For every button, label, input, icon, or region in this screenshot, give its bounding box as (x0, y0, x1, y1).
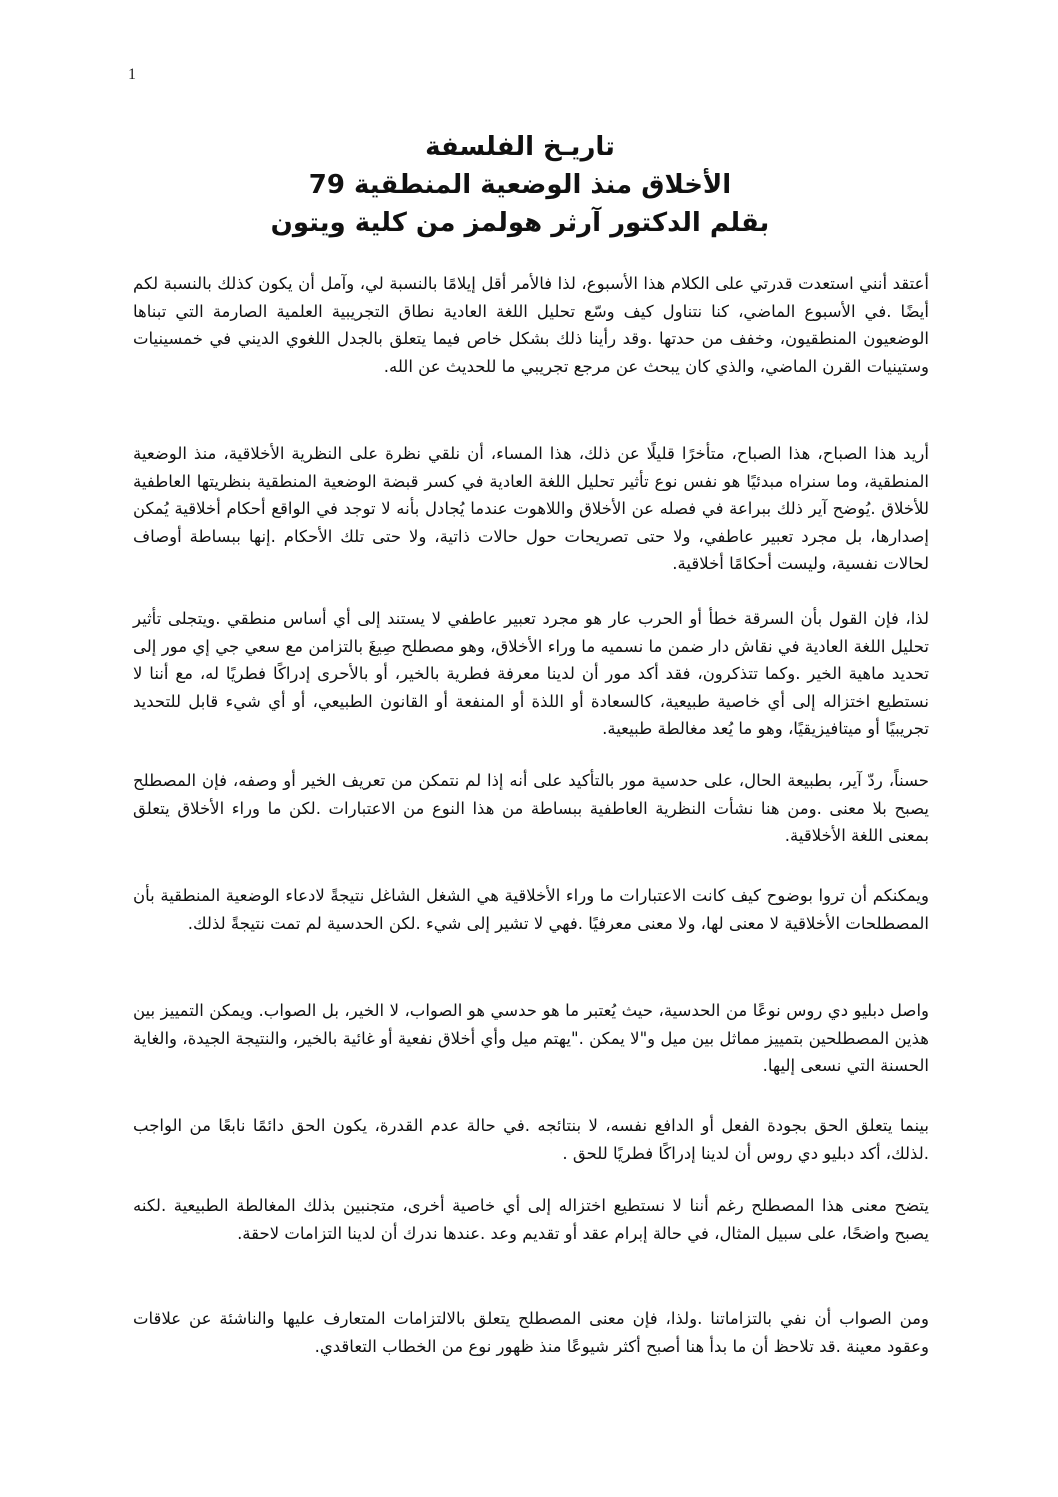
paragraph-9: ومن الصواب أن نفي بالتزاماتنا .ولذا، فإن معنى المصطلح يتعلق بالالتزامات المتعارف عليها والناشئة عن علاقات وعقود معينة .قد تلاحظ أن ما بدأ هنا أصبح أكثر شيوعًا منذ ظهور نوع من الخطاب التعاقدي. (133, 1309, 929, 1356)
title-line-3: بقلم الدكتور آرثر هولمز من كلية ويتون (270, 208, 770, 238)
paragraph-2: أريد هذا الصباح، هذا الصباح، متأخرًا قليلًا عن ذلك، هذا المساء، أن نلقي نظرة على النظرية الأخلاقية، منذ الوضعية المنطقية، وما سنراه مبدئيًا هو نفس نوع تأثير تحليل اللغة العادية في كسر قبضة الوضعية المنطقية بنظريتها العاطفية للأخلاق .يُوضح آير ذلك ببراعة في فصله عن الأخلاق واللاهوت عندما يُجادل بأنه لا توجد في الواقع أحكام أخلاقية يُمكن إصدارها، بل مجرد تعبير عاطفي، ولا حتى تصريحات حول حالات ذاتية، ولا حتى تلك الأحكام .إنها ببساطة أوصاف لحالات نفسية، وليست أحكامًا أخلاقية. (133, 444, 929, 573)
paragraph-3: لذا، فإن القول بأن السرقة خطأ أو الحرب عار هو مجرد تعبير عاطفي لا يستند إلى أي أساس منطقي .ويتجلى تأثير تحليل اللغة العادية في نقاش دار ضمن ما نسميه ما وراء الأخلاق، وهو مصطلح صِيغَ بالتزامن مع سعي جي إي مور إلى تحديد ماهية الخير .وكما تتذكرون، فقد أكد مور أن لدينا معرفة فطرية بالخير، أو بالأحرى إدراكًا فطريًا له، مع أننا لا نستطيع اختزاله إلى أي خاصية طبيعية، كالسعادة أو اللذة أو المنفعة أو القانون الطبيعي، أو أي شيء قابل للتحديد تجريبيًا أو ميتافيزيقيًا، وهو ما يُعد مغالطة طبيعية. (133, 609, 929, 738)
paragraph-4: حسناً، ردّ آير، بطبيعة الحال، على حدسية مور بالتأكيد على أنه إذا لم نتمكن من تعريف الخير أو وصفه، فإن المصطلح يصبح بلا معنى .ومن هنا نشأت النظرية العاطفية ببساطة من هذا النوع من الاعتبارات .لكن ما وراء الأخلاق يتعلق بمعنى اللغة الأخلاقية. (133, 771, 929, 845)
title-line-1: تاريـخ الفلسفة (425, 132, 615, 162)
paragraph-5: ويمكنكم أن تروا بوضوح كيف كانت الاعتبارات ما وراء الأخلاقية هي الشغل الشاغل نتيجةً لادعاء الوضعية المنطقية بأن المصطلحات الأخلاقية لا معنى لها، ولا معنى معرفيًا .فهي لا تشير إلى شيء .لكن الحدسية لم تمت نتيجةً لذلك. (133, 886, 929, 933)
document-title (0, 128, 1058, 242)
paragraph-8: يتضح معنى هذا المصطلح رغم أننا لا نستطيع اختزاله إلى أي خاصية أخرى، متجنبين بذلك المغالطة الطبيعية .لكنه يصبح واضحًا، على سبيل المثال، في حالة إبرام عقد أو تقديم وعد .عندها ندرك أن لدينا التزامات لاحقة. (133, 1196, 929, 1243)
paragraph-6: واصل دبليو دي روس نوعًا من الحدسية، حيث يُعتبر ما هو حدسي هو الصواب، لا الخير، بل الصواب. ويمكن التمييز بين هذين المصطلحين بتمييز مماثل بين ميل و"لا يمكن ."يهتم ميل وأي أخلاق نفعية أو غائية بالخير، والنتيجة الجيدة، والغاية الحسنة التي نسعى إليها. (133, 1001, 929, 1075)
title-line-2: الأخلاق منذ الوضعية المنطقية 79 (308, 170, 732, 200)
paragraph-7: بينما يتعلق الحق بجودة الفعل أو الدافع نفسه، لا بنتائجه .في حالة عدم القدرة، يكون الحق دائمًا نابعًا من الواجب .لذلك، أكد دبليو دي روس أن لدينا إدراكًا فطريًا للحق . (133, 1116, 929, 1163)
paragraph-1: أعتقد أنني استعدت قدرتي على الكلام هذا الأسبوع، لذا فالأمر أقل إيلامًا بالنسبة لي، وآمل أن يكون كذلك بالنسبة لكم أيضًا .في الأسبوع الماضي، كنا نتناول كيف وسّع تحليل اللغة العادية نطاق التجريبية العلمية الصارمة التي تبناها الوضعيون المنطقيون، وخفف من حدتها .وقد رأينا ذلك بشكل خاص فيما يتعلق بالجدل اللغوي الديني في خمسينيات وستينيات القرن الماضي، والذي كان يبحث عن مرجع تجريبي ما للحديث عن الله. (133, 274, 929, 376)
page-number: 1 (128, 66, 136, 83)
